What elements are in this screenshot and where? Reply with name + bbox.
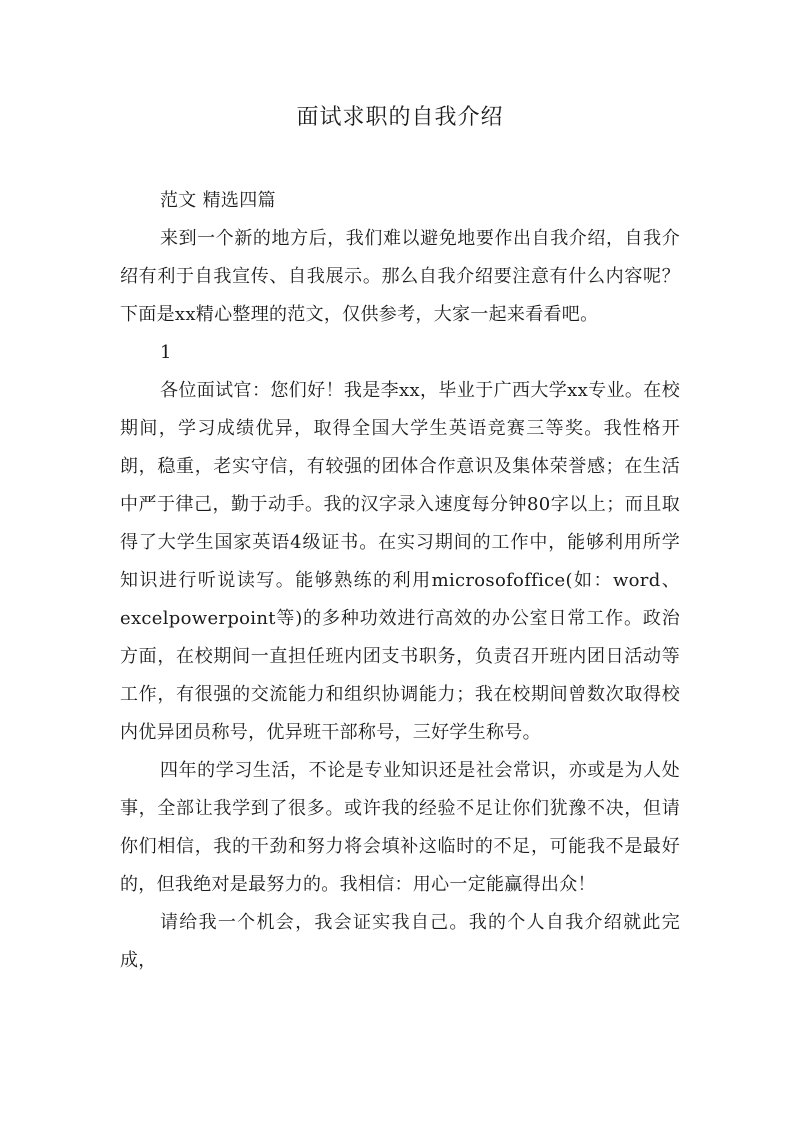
intro-paragraph: 来到一个新的地方后，我们难以避免地要作出自我介绍，自我介绍有利于自我宣传、自我展示。那么自我介绍要注意有什么内容呢？下面是xx精心整理的范文，仅供参考，大家一起来看看吧。 [120, 228, 680, 325]
document-title: 面试求职的自我介绍 [296, 105, 504, 130]
self-intro-paragraph: 各位面试官：您们好！我是李xx，毕业于广西大学xx专业。在校期间，学习成绩优异，取得全国大学生英语竞赛三等奖。我性格开朗，稳重，老实守信，有较强的团体合作意识及集体荣誉感；在生活中严于律己，勤于动手。我的汉字录入速度每分钟80字以上；而且取得了大学生国家英语4级证书。在实习期间的工作中，能够利用所学知识进行听说读写。能够熟练的利用microsofoffice(如：word、excelpowerpoint等)的多种功效进行高效的办公室日常工作。政治方面，在校期间一直担任班内团支书职务，负责召开班内团日活动等工作，有很强的交流能力和组织协调能力；我在校期间曾数次取得校内优异团员称号，优异班干部称号，三好学生称号。 [120, 380, 680, 743]
document-body [120, 182, 680, 980]
closing-paragraph: 请给我一个机会，我会证实我自己。我的个人自我介绍就此完成， [120, 912, 680, 971]
subtitle-paragraph: 范文 精选四篇 [160, 190, 276, 211]
study-life-paragraph: 四年的学习生活，不论是专业知识还是社会常识，亦或是为人处事，全部让我学到了很多。或许我的经验不足让你们犹豫不决，但请你们相信，我的干劲和努力将会填补这临时的不足，可能我不是最好的，但我绝对是最努力的。我相信：用心一定能赢得出众！ [120, 760, 680, 895]
section-number: 1 [160, 342, 172, 363]
